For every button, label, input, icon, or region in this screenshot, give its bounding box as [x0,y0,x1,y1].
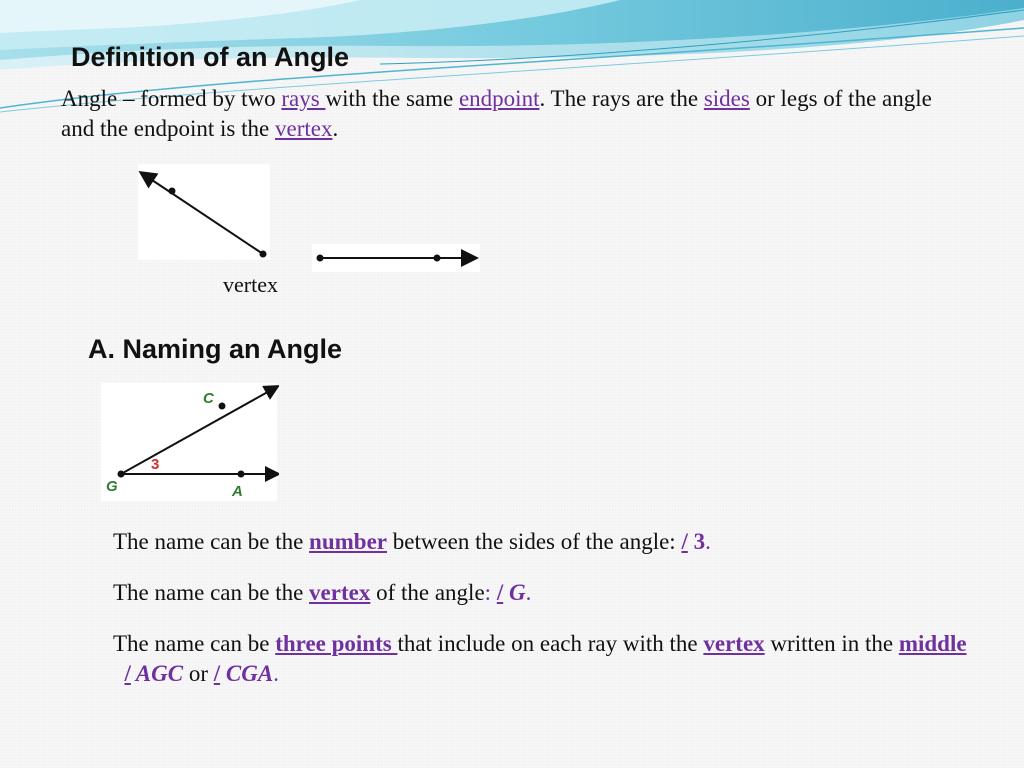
angle-definition [61,84,961,144]
def-text-1: Angle – formed by two [61,86,282,111]
l3-mid2: written in the [764,631,899,656]
angle-symbol-1[interactable]: / [681,529,688,554]
number-keyword[interactable]: number [309,529,387,554]
slide-title: Definition of an Angle [71,42,349,72]
angle-number-label: 3 [151,456,160,473]
vertex-point [260,251,267,258]
figure-angle-cga [101,383,279,501]
horizontal-ray-start-point [317,255,324,262]
l3-pre: The name can be [113,631,276,656]
rays-link[interactable]: rays [281,86,326,111]
angle-symbol-4[interactable]: / [213,661,221,686]
diagonal-ray-point [169,188,176,195]
point-c-label: C [203,390,214,407]
naming-by-three-points [113,629,973,689]
def-text-5: . [332,116,339,141]
l2-mid: of the angle [370,580,485,605]
def-text-2: with the same [325,86,459,111]
l3-mid: that include on each ray with the [397,631,704,656]
figure-rays-vertex [130,160,490,280]
endpoint-link[interactable]: endpoint [458,86,540,111]
sides-link[interactable]: sides [703,86,750,111]
def-text-3: . The rays are the [539,86,704,111]
angle-name-3: 3 [687,529,706,554]
vertex-keyword-2[interactable]: vertex [703,631,765,656]
naming-by-number [113,527,973,557]
l1-end: . [705,529,711,554]
middle-keyword[interactable]: middle [898,631,967,656]
vertex-keyword[interactable]: vertex [309,580,371,605]
angle-name-agc: AGC [130,661,184,686]
point-a-label: A [232,483,243,500]
vertex-label: vertex [223,272,278,297]
angle-symbol-2[interactable]: / [496,580,504,605]
l3-space [113,661,125,686]
l1-mid: between the sides of the angle: [387,529,682,554]
vertex-link[interactable]: vertex [275,116,333,141]
naming-by-vertex [113,578,973,608]
l3-or: or [183,661,214,686]
ray-gc [121,389,273,474]
l3-end: . [273,661,279,686]
section-heading: A. Naming an Angle [88,334,343,364]
l1-pre: The name can be the [113,529,310,554]
angle-name-g: G [503,580,526,605]
point-c-dot [219,403,226,410]
point-g-dot [118,471,125,478]
horizontal-ray-point [434,255,441,262]
point-g-label: G [106,478,118,495]
angle-name-cga: CGA [220,661,274,686]
three-points-keyword[interactable]: three points [275,631,398,656]
def-text-4: or legs of the angle and the endpoint is the [61,86,932,141]
angle-symbol-3[interactable]: / [124,661,131,686]
l2-end: . [525,580,532,605]
l2-pre: The name can be the [113,580,310,605]
point-a-dot [238,471,245,478]
l2-colon: : [484,580,497,605]
diagonal-ray [146,176,263,254]
